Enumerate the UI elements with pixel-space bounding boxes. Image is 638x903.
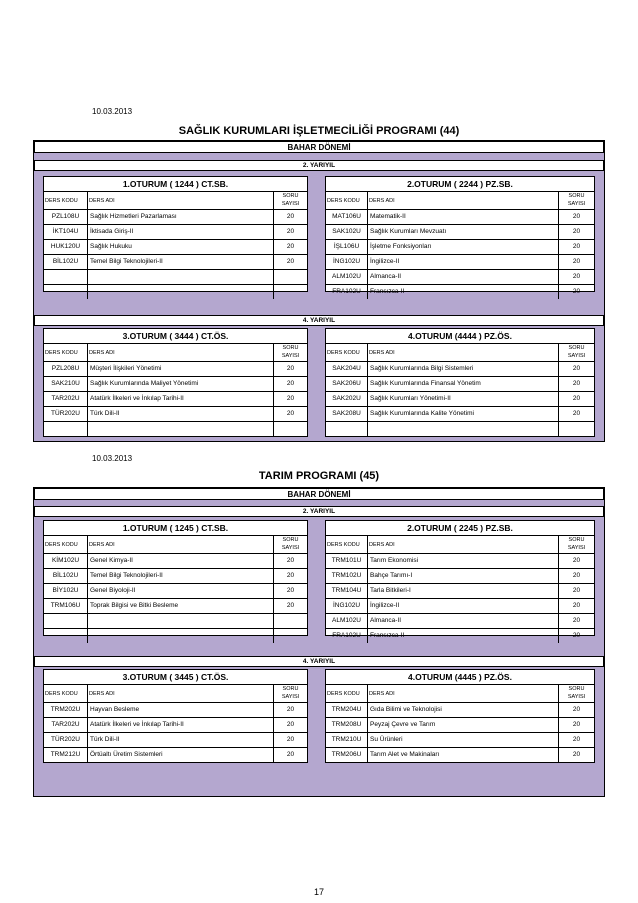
header-name: DERS ADI <box>88 685 274 702</box>
question-count: 20 <box>572 632 581 639</box>
session-title: 1.OTURUM ( 1245 ) CT.SB. <box>122 523 229 533</box>
header-count-line2: SAYISI <box>567 352 586 359</box>
course-name: Fransızca-II <box>368 629 559 643</box>
header-count <box>274 685 307 702</box>
header-name: DERS ADI <box>88 536 274 553</box>
course-name: Fransızca-II <box>368 285 559 299</box>
table-row <box>326 421 594 436</box>
course-code <box>44 614 88 628</box>
session-table <box>325 176 595 295</box>
course-name: Temel Bilgi Teknolojileri-II <box>88 569 274 583</box>
course-code: İŞL106U <box>326 240 368 254</box>
course-name: Türk Dili-II <box>88 407 274 421</box>
table-row <box>44 421 307 436</box>
course-name: Tarım Ekonomisi <box>368 554 559 568</box>
course-code: KİM102U <box>44 554 88 568</box>
table-row <box>326 583 594 598</box>
question-count: 20 <box>286 243 295 250</box>
term-label: BAHAR DÖNEMİ <box>34 141 604 153</box>
question-count: 20 <box>286 228 295 235</box>
session-title: 4.OTURUM (4445 ) PZ.ÖS. <box>408 672 512 682</box>
header-count-line2: SAYISI <box>281 544 300 551</box>
course-code: ALM102U <box>326 614 368 628</box>
table-row <box>44 269 307 284</box>
table-header-row <box>326 535 594 553</box>
course-code: TRM204U <box>326 703 368 717</box>
course-name: Temel Bilgi Teknolojileri-II <box>88 255 274 269</box>
course-name: Tarla Bitkileri-I <box>368 584 559 598</box>
question-count <box>274 629 307 643</box>
question-count: 20 <box>286 721 295 728</box>
table-row <box>44 702 307 717</box>
course-code: TRM106U <box>44 599 88 613</box>
course-name: Genel Kimya-II <box>88 554 274 568</box>
course-code: TRM212U <box>44 748 88 762</box>
header-count <box>559 536 594 553</box>
question-count: 20 <box>286 572 295 579</box>
table-header-row <box>326 191 594 209</box>
session-title: 1.OTURUM ( 1244 ) CT.SB. <box>122 179 229 189</box>
course-name: Sağlık Kurumları Mevzuatı <box>368 225 559 239</box>
question-count: 20 <box>286 602 295 609</box>
table-row <box>44 568 307 583</box>
header-count <box>274 344 307 361</box>
header-count <box>559 344 594 361</box>
course-name: Türk Dili-II <box>88 733 274 747</box>
table-row <box>326 239 594 254</box>
question-count: 20 <box>572 557 581 564</box>
course-code: TRM208U <box>326 718 368 732</box>
course-code: İNG102U <box>326 599 368 613</box>
course-code: TÜR202U <box>44 407 88 421</box>
question-count <box>274 285 307 299</box>
course-name: İngilizce-II <box>368 599 559 613</box>
header-code: DERS KODU <box>326 344 368 361</box>
course-code: FRA102U <box>326 285 368 299</box>
header-count-line1: SORU <box>568 537 585 543</box>
session-table <box>325 520 595 639</box>
course-name: Genel Biyoloji-II <box>88 584 274 598</box>
course-name: Hayvan Besleme <box>88 703 274 717</box>
header-count-line1: SORU <box>282 686 299 692</box>
course-name: Tarım Alet ve Makinaları <box>368 748 559 762</box>
table-row <box>326 598 594 613</box>
table-row <box>326 747 594 762</box>
question-count: 20 <box>572 721 581 728</box>
session-table <box>325 328 595 437</box>
header-code: DERS KODU <box>44 685 88 702</box>
question-count: 20 <box>572 572 581 579</box>
semester-label: 4. YARIYIL <box>34 656 604 667</box>
question-count: 20 <box>572 706 581 713</box>
course-code <box>44 422 88 436</box>
question-count: 20 <box>572 410 581 417</box>
program-title: SAĞLIK KURUMLARI İŞLETMECİLİĞİ PROGRAMI (44) <box>178 125 460 137</box>
session-title: 2.OTURUM ( 2244 ) PZ.SB. <box>407 179 513 189</box>
question-count <box>274 422 307 436</box>
question-count: 20 <box>572 365 581 372</box>
course-code <box>326 422 368 436</box>
table-row <box>44 732 307 747</box>
course-code: SAK208U <box>326 407 368 421</box>
question-count: 20 <box>572 602 581 609</box>
course-name: Sağlık Kurumları Yönetimi-II <box>368 392 559 406</box>
header-count <box>559 192 594 209</box>
header-name: DERS ADI <box>368 685 559 702</box>
header-count-line1: SORU <box>568 193 585 199</box>
program-date: 10.03.2013 <box>92 107 133 116</box>
course-name: İşletme Fonksiyonları <box>368 240 559 254</box>
header-code: DERS KODU <box>326 536 368 553</box>
course-code: SAK210U <box>44 377 88 391</box>
header-count <box>559 685 594 702</box>
course-name <box>88 614 274 628</box>
question-count: 20 <box>572 751 581 758</box>
course-code: TÜR202U <box>44 733 88 747</box>
header-name: DERS ADI <box>88 192 274 209</box>
table-row <box>326 269 594 284</box>
question-count: 20 <box>572 258 581 265</box>
semester-label: 2. YARIYIL <box>34 160 604 171</box>
table-row <box>44 209 307 224</box>
course-name: Sağlık Hizmetleri Pazarlaması <box>88 210 274 224</box>
table-row <box>44 361 307 376</box>
course-name: Atatürk İlkeleri ve İnkılap Tarihi-II <box>88 392 274 406</box>
course-name: Peyzaj Çevre ve Tarım <box>368 718 559 732</box>
table-row <box>44 406 307 421</box>
question-count: 20 <box>572 288 581 295</box>
course-code: BİL102U <box>44 255 88 269</box>
table-row <box>326 628 594 643</box>
course-name: Atatürk İlkeleri ve İnkılap Tarihi-II <box>88 718 274 732</box>
table-row <box>326 717 594 732</box>
session-title: 3.OTURUM ( 3444 ) CT.ÖS. <box>122 331 229 341</box>
course-code <box>44 285 88 299</box>
header-count-line1: SORU <box>568 686 585 692</box>
table-row <box>44 583 307 598</box>
table-row <box>326 376 594 391</box>
question-count: 20 <box>572 273 581 280</box>
table-row <box>326 568 594 583</box>
course-code: ALM102U <box>326 270 368 284</box>
table-row <box>326 613 594 628</box>
course-name <box>88 629 274 643</box>
page-number: 17 <box>313 887 324 897</box>
course-name: Matematik-II <box>368 210 559 224</box>
table-row <box>326 702 594 717</box>
question-count: 20 <box>572 243 581 250</box>
course-name <box>368 422 559 436</box>
course-code: İNG102U <box>326 255 368 269</box>
table-row <box>44 717 307 732</box>
course-code <box>44 629 88 643</box>
question-count: 20 <box>286 213 295 220</box>
course-name <box>88 422 274 436</box>
header-name: DERS ADI <box>368 192 559 209</box>
question-count: 20 <box>572 617 581 624</box>
header-code: DERS KODU <box>44 344 88 361</box>
course-name: İngilizce-II <box>368 255 559 269</box>
question-count: 20 <box>286 751 295 758</box>
course-code: TRM102U <box>326 569 368 583</box>
course-name: Toprak Bilgisi ve Bitki Besleme <box>88 599 274 613</box>
table-row <box>326 224 594 239</box>
session-title: 4.OTURUM (4444 ) PZ.ÖS. <box>408 331 512 341</box>
course-code: TAR202U <box>44 718 88 732</box>
course-code: TRM104U <box>326 584 368 598</box>
table-row <box>326 732 594 747</box>
header-count-line1: SORU <box>282 345 299 351</box>
header-name: DERS ADI <box>368 536 559 553</box>
course-code: TAR202U <box>44 392 88 406</box>
table-header-row <box>326 684 594 702</box>
table-row <box>44 628 307 643</box>
program-panel <box>33 487 605 797</box>
session-title: 2.OTURUM ( 2245 ) PZ.SB. <box>407 523 513 533</box>
header-count-line2: SAYISI <box>281 693 300 700</box>
course-code: HUK120U <box>44 240 88 254</box>
course-code: SAK102U <box>326 225 368 239</box>
course-name: Su Ürünleri <box>368 733 559 747</box>
course-name: Müşteri İlişkileri Yönetimi <box>88 362 274 376</box>
course-code: BİL102U <box>44 569 88 583</box>
course-code <box>44 270 88 284</box>
header-code: DERS KODU <box>44 536 88 553</box>
course-code: TRM210U <box>326 733 368 747</box>
question-count: 20 <box>572 213 581 220</box>
course-code: FRA102U <box>326 629 368 643</box>
course-name: Sağlık Kurumlarında Finansal Yönetim <box>368 377 559 391</box>
table-row <box>44 747 307 762</box>
question-count: 20 <box>286 736 295 743</box>
header-count-line1: SORU <box>282 193 299 199</box>
question-count: 20 <box>572 228 581 235</box>
table-row <box>326 406 594 421</box>
session-table <box>325 669 595 763</box>
question-count: 20 <box>286 395 295 402</box>
table-row <box>326 284 594 299</box>
course-code: İKT104U <box>44 225 88 239</box>
table-header-row <box>44 343 307 361</box>
table-row <box>44 224 307 239</box>
course-code: SAK204U <box>326 362 368 376</box>
course-name: Sağlık Kurumlarında Kalite Yönetimi <box>368 407 559 421</box>
table-row <box>326 391 594 406</box>
course-code: PZL108U <box>44 210 88 224</box>
course-name: Sağlık Kurumlarında Maliyet Yönetimi <box>88 377 274 391</box>
table-row <box>44 613 307 628</box>
header-count-line1: SORU <box>568 345 585 351</box>
course-code: TRM101U <box>326 554 368 568</box>
question-count: 20 <box>286 557 295 564</box>
table-header-row <box>44 684 307 702</box>
header-count <box>274 192 307 209</box>
course-code: MAT106U <box>326 210 368 224</box>
course-name <box>88 270 274 284</box>
session-title: 3.OTURUM ( 3445 ) CT.ÖS. <box>122 672 229 682</box>
session-table <box>43 669 308 763</box>
question-count: 20 <box>572 380 581 387</box>
header-name: DERS ADI <box>88 344 274 361</box>
table-row <box>326 254 594 269</box>
course-code: BİY102U <box>44 584 88 598</box>
table-row <box>44 598 307 613</box>
course-name: Bahçe Tarımı-I <box>368 569 559 583</box>
header-name: DERS ADI <box>368 344 559 361</box>
table-row <box>44 239 307 254</box>
session-table <box>43 520 308 636</box>
program-title: TARIM PROGRAMI (45) <box>258 470 380 482</box>
question-count: 20 <box>572 395 581 402</box>
course-code: TRM202U <box>44 703 88 717</box>
table-row <box>44 376 307 391</box>
question-count <box>559 422 594 436</box>
program-panel <box>33 140 605 442</box>
course-name: Gıda Bilimi ve Teknolojisi <box>368 703 559 717</box>
course-name: Sağlık Hukuku <box>88 240 274 254</box>
course-name: Sağlık Kurumlarında Bilgi Sistemleri <box>368 362 559 376</box>
header-count-line2: SAYISI <box>567 200 586 207</box>
header-code: DERS KODU <box>326 192 368 209</box>
course-code: PZL208U <box>44 362 88 376</box>
course-name: Almanca-II <box>368 270 559 284</box>
term-label: BAHAR DÖNEMİ <box>34 488 604 500</box>
course-code: SAK206U <box>326 377 368 391</box>
question-count: 20 <box>572 736 581 743</box>
table-row <box>326 209 594 224</box>
table-header-row <box>44 191 307 209</box>
table-header-row <box>326 343 594 361</box>
question-count <box>274 614 307 628</box>
question-count <box>274 270 307 284</box>
course-name: Almanca-II <box>368 614 559 628</box>
course-code: TRM206U <box>326 748 368 762</box>
question-count: 20 <box>286 410 295 417</box>
table-header-row <box>44 535 307 553</box>
question-count: 20 <box>286 258 295 265</box>
header-code: DERS KODU <box>44 192 88 209</box>
header-count-line2: SAYISI <box>281 352 300 359</box>
table-row <box>44 553 307 568</box>
course-name: İktisada Giriş-II <box>88 225 274 239</box>
course-name <box>88 285 274 299</box>
session-table <box>43 328 308 437</box>
session-table <box>43 176 308 292</box>
header-count <box>274 536 307 553</box>
semester-label: 2. YARIYIL <box>34 506 604 517</box>
question-count: 20 <box>286 587 295 594</box>
course-code: SAK202U <box>326 392 368 406</box>
table-row <box>44 254 307 269</box>
table-row <box>326 553 594 568</box>
header-count-line2: SAYISI <box>567 544 586 551</box>
header-count-line2: SAYISI <box>281 200 300 207</box>
question-count: 20 <box>572 587 581 594</box>
header-code: DERS KODU <box>326 685 368 702</box>
course-name: Örtüaltı Üretim Sistemleri <box>88 748 274 762</box>
question-count: 20 <box>286 706 295 713</box>
program-date: 10.03.2013 <box>92 454 133 463</box>
header-count-line2: SAYISI <box>567 693 586 700</box>
question-count: 20 <box>286 380 295 387</box>
table-row <box>44 391 307 406</box>
table-row <box>44 284 307 299</box>
semester-label: 4. YARIYIL <box>34 315 604 326</box>
table-row <box>326 361 594 376</box>
header-count-line1: SORU <box>282 537 299 543</box>
question-count: 20 <box>286 365 295 372</box>
